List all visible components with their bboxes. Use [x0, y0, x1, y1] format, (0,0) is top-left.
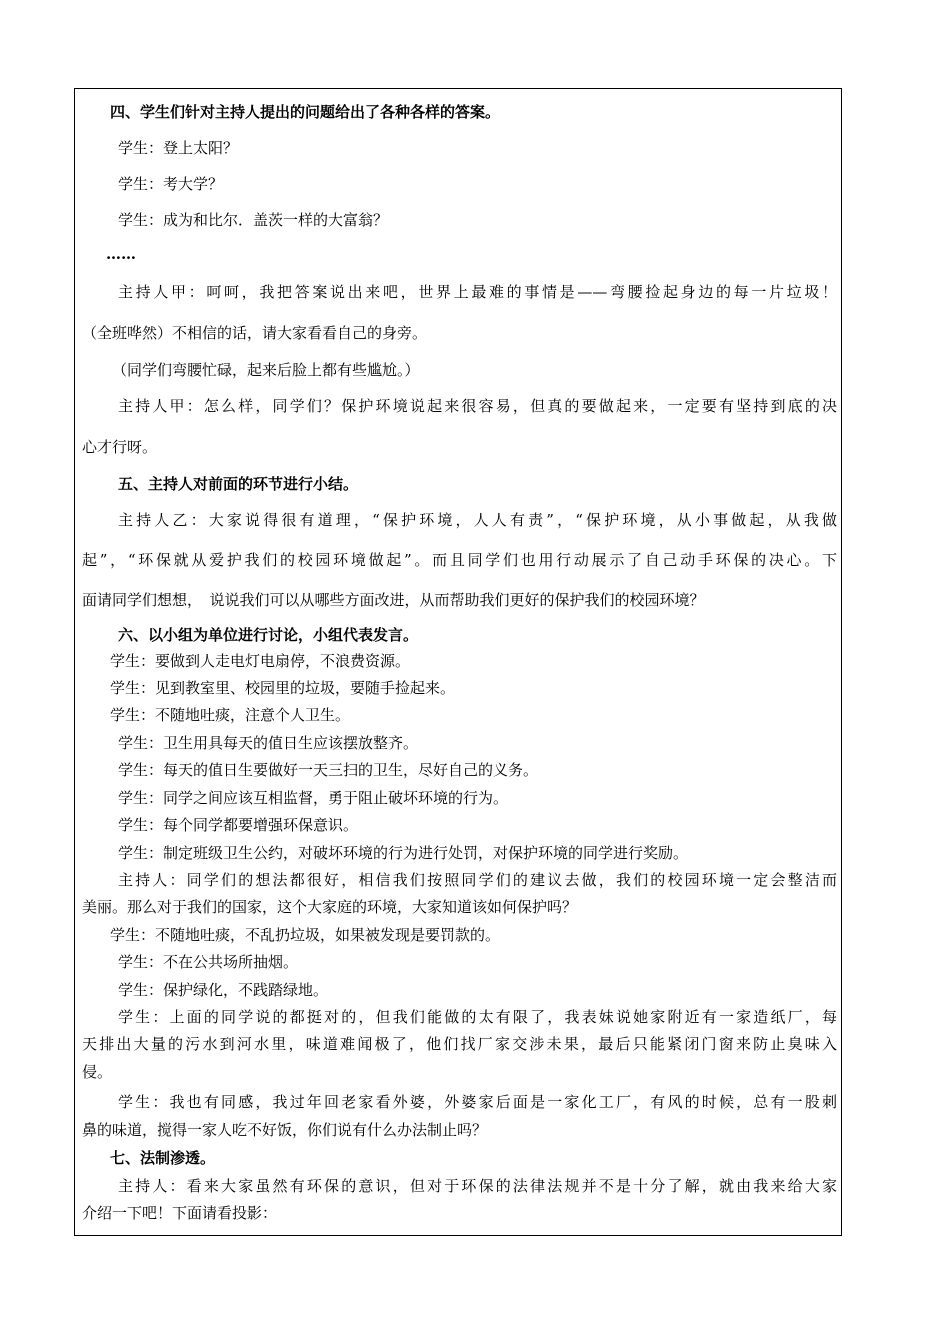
student-13-line-2: 鼻的味道，搅得一家人吃不好饭，你们说有什么办法制止吗？	[82, 1121, 488, 1139]
student-suggestion-1: 学生：要做到人走电灯电扇停，不浪费资源。	[110, 652, 411, 670]
stage-direction: （同学们弯腰忙碌，起来后脸上都有些尴尬。）	[112, 361, 420, 379]
ellipsis: ……	[106, 245, 136, 263]
student-answer-3: 学生：成为和比尔．盖茨一样的大富翁？	[118, 211, 389, 229]
section-6-heading: 六、以小组为单位进行讨论，小组代表发言。	[118, 626, 419, 644]
student-13-line-1: 学生：我也有同感，我过年回老家看外婆，外婆家后面是一家化工厂，有风的时候，总有一股刺	[118, 1093, 837, 1111]
host-a2-line-1: 主持人甲：怎么样，同学们？保护环境说起来很容易，但真的要做起来，一定要有坚持到底的决	[118, 397, 837, 415]
student-suggestion-11: 学生：保护绿化，不践踏绿地。	[118, 981, 329, 999]
student-answer-1: 学生：登上太阳？	[118, 139, 239, 157]
host-a2-line-2: 心才行呀。	[82, 438, 158, 456]
student-12-line-1: 学生：上面的同学说的都挺对的，但我们能做的太有限了，我表妹说她家附近有一家造纸厂，每	[118, 1008, 837, 1026]
student-answer-2: 学生：考大学？	[118, 175, 224, 193]
student-suggestion-9: 学生：不随地吐痰，不乱扔垃圾，如果被发现是要罚款的。	[110, 926, 501, 944]
host-d-line-1: 主持人：看来大家虽然有环保的意识，但对于环保的法律法规并不是十分了解，就由我来给大家	[118, 1177, 837, 1195]
student-suggestion-8: 学生：制定班级卫生公约，对破坏环境的行为进行处罚，对保护环境的同学进行奖励。	[118, 844, 689, 862]
host-a-line-2: （全班哗然）不相信的话，请大家看看自己的身旁。	[82, 324, 428, 342]
host-c-line-1: 主持人：同学们的想法都很好，相信我们按照同学们的建议去做，我们的校园环境一定会整洁而	[118, 871, 837, 889]
student-suggestion-4: 学生：卫生用具每天的值日生应该摆放整齐。	[118, 734, 419, 752]
host-c-line-2: 美丽。那么对于我们的国家，这个大家庭的环境，大家知道该如何保护吗？	[82, 898, 578, 916]
host-d-line-2: 介绍一下吧！下面请看投影：	[82, 1204, 278, 1222]
host-a-line-1: 主持人甲：呵呵，我把答案说出来吧，世界上最难的事情是——弯腰捡起身边的每一片垃圾！	[118, 283, 837, 301]
section-7-heading: 七、法制渗透。	[110, 1149, 216, 1167]
student-suggestion-2: 学生：见到教室里、校园里的垃圾，要随手捡起来。	[110, 679, 456, 697]
student-suggestion-5: 学生：每天的值日生要做好一天三扫的卫生，尽好自己的义务。	[118, 761, 539, 779]
student-12-line-3: 侵。	[82, 1063, 113, 1081]
student-12-line-2: 天排出大量的污水到河水里，味道难闻极了，他们找厂家交涉未果，最后只能紧闭门窗来防止臭味入	[82, 1035, 837, 1053]
student-suggestion-7: 学生：每个同学都要增强环保意识。	[118, 816, 359, 834]
student-suggestion-10: 学生：不在公共场所抽烟。	[118, 953, 299, 971]
host-b-line-2: 起”，“环保就从爱护我们的校园环境做起”。而且同学们也用行动展示了自己动手环保的决心。下	[82, 551, 837, 569]
student-suggestion-3: 学生：不随地吐痰，注意个人卫生。	[110, 706, 351, 724]
host-b-line-3: 面请同学们想想， 说说我们可以从哪些方面改进，从而帮助我们更好的保护我们的校园环境？	[82, 591, 705, 609]
section-5-heading: 五、主持人对前面的环节进行小结。	[118, 475, 359, 493]
student-suggestion-6: 学生：同学之间应该互相监督，勇于阻止破坏环境的行为。	[118, 789, 509, 807]
section-4-heading: 四、学生们针对主持人提出的问题给出了各种各样的答案。	[110, 103, 501, 121]
host-b-line-1: 主持人乙：大家说得很有道理，“保护环境，人人有责”，“保护环境，从小事做起，从我做	[118, 511, 837, 529]
